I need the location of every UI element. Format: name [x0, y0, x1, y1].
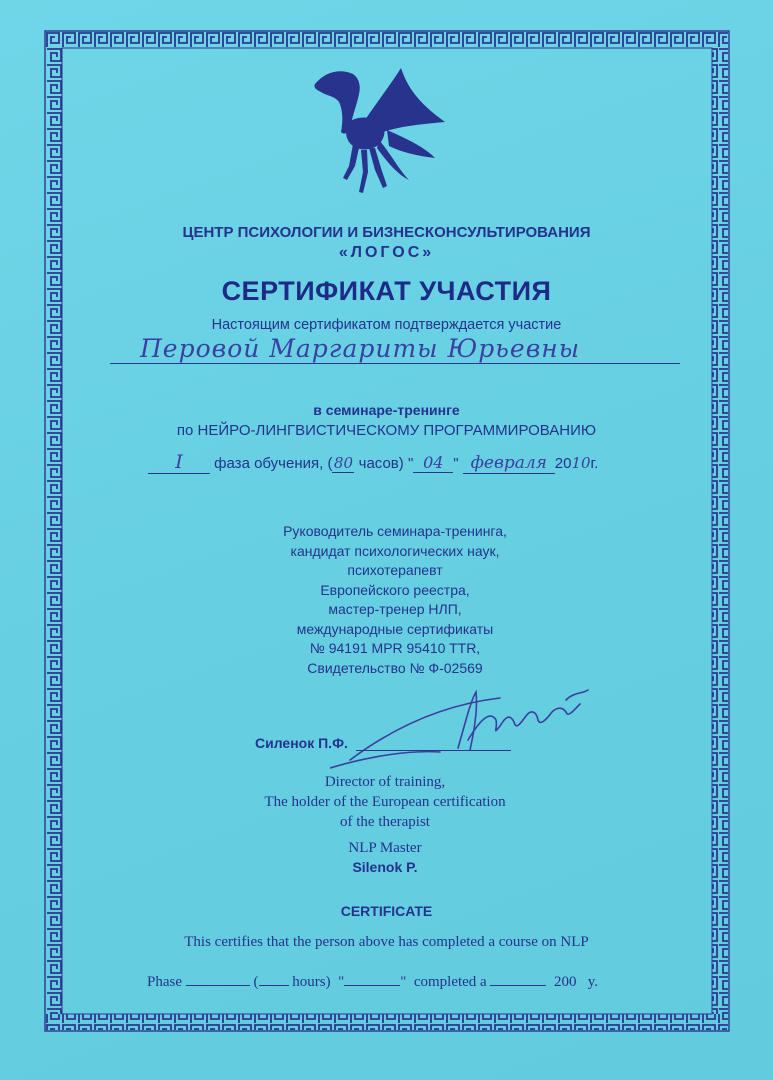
phase-row — [148, 451, 598, 474]
day-field-en — [344, 971, 400, 986]
leader-line: психотерапевт — [347, 562, 443, 578]
hours-label-en: hours) — [292, 974, 331, 990]
day-quote-open: " — [407, 455, 414, 472]
leader-line: Свидетельство № Ф-02569 — [307, 659, 483, 676]
month-value: февраля — [470, 453, 547, 473]
year-suffix: г. — [590, 455, 599, 472]
phase-field-en — [186, 971, 250, 986]
day-field — [413, 453, 453, 473]
signer-row — [255, 735, 511, 751]
year-value: 10 — [571, 454, 591, 472]
leader-line: мастер-тренер НЛП, — [328, 601, 462, 617]
month-field — [463, 453, 555, 474]
phase-row-en — [147, 971, 598, 991]
year-label-en: 200 — [553, 974, 577, 990]
day-quote-close: " — [453, 455, 459, 472]
day-value: 04 — [423, 453, 444, 472]
completed-label-en: completed a — [413, 974, 487, 990]
leader-line: международные сертификаты — [296, 620, 494, 637]
confirmation-text: Настоящим сертификатом подтверждается участие — [211, 317, 562, 333]
seminar-topic: по НЕЙРО-ЛИНГВИСТИЧЕСКОМУ ПРОГРАММИРОВАНИЮ — [176, 422, 597, 439]
certificate-heading-en: CERTIFICATE — [340, 903, 433, 919]
handwritten-signature — [330, 680, 600, 775]
year-suffix-en: y. — [587, 974, 598, 990]
phase-field — [148, 451, 210, 474]
leader-credentials-ru — [230, 522, 560, 678]
hours-field-en — [259, 971, 289, 986]
month-field-en — [490, 971, 546, 986]
pegasus-icon — [305, 62, 450, 200]
hours-field — [332, 454, 354, 473]
quote-close-en: " — [400, 974, 407, 990]
phase-label: фаза обучения, ( — [214, 455, 333, 472]
year-prefix: 20 — [554, 455, 572, 472]
certificate-title: СЕРТИФИКАТ УЧАСТИЯ — [221, 276, 552, 306]
leader-en-line: The holder of the European certification — [264, 794, 506, 810]
phase-value: I — [175, 451, 183, 473]
seminar-label: в семинаре-тренинге — [313, 402, 460, 418]
quote-open-en: " — [338, 974, 345, 990]
signature-line — [356, 736, 511, 751]
leader-line: № 94191 MPR 95410 TTR, — [309, 640, 481, 656]
leader-line: Руководитель семинара-тренинга, — [283, 523, 507, 539]
participant-name: Перовой Маргариты Юрьевны — [140, 334, 581, 363]
signer-name: Силенок П.Ф. — [255, 735, 348, 751]
leader-credentials-en — [200, 772, 570, 832]
leader-en-line: Director of training, — [324, 774, 446, 790]
organization-name: ЦЕНТР ПСИХОЛОГИИ И БИЗНЕСКОНСУЛЬТИРОВАНИЯ — [182, 224, 591, 241]
phase-label-en: Phase — [147, 974, 182, 990]
nlp-master-label: NLP Master — [348, 840, 422, 856]
organization-brand: «ЛОГОС» — [338, 244, 435, 261]
hours-open-en: ( — [253, 974, 259, 990]
leader-en-line: of the therapist — [340, 814, 430, 830]
participant-name-line — [110, 363, 680, 364]
leader-line: Европейского реестра, — [320, 581, 470, 598]
hours-label: часов) — [358, 455, 404, 472]
hours-value: 80 — [333, 454, 353, 472]
leader-line: кандидат психологических наук, — [290, 542, 500, 559]
certificate-text-en: This certifies that the person above has completed a course on NLP — [184, 934, 589, 950]
signer-name-en: Silenok P. — [352, 859, 418, 875]
